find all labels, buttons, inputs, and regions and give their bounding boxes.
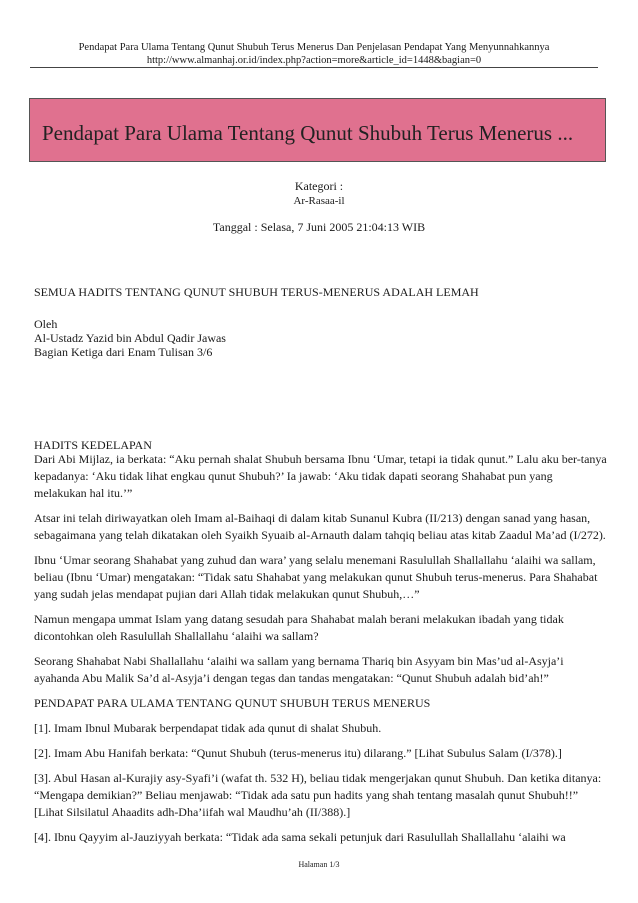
intro-by: Oleh	[34, 317, 58, 331]
intro-part: Bagian Ketiga dari Enam Tulisan 3/6	[34, 345, 213, 359]
body-paragraph: Ibnu ‘Umar seorang Shahabat yang zuhud dan wara’ yang selalu menemani Rasulullah Shallallahu ‘alaihi wa sallam, beliau (Ibnu ‘Umar) mengatakan: “Tidak satu Shahabat yang melakukan qunut Shubuh terus-menerus. Para Shahabat yang sudah jelas mendapat pujian dari Allah tidak melakukan qunut Shubuh,…”	[34, 553, 598, 601]
article-date: Tanggal : Selasa, 7 Juni 2005 21:04:13 WIB	[212, 220, 426, 234]
article-body	[34, 451, 607, 854]
body-subheading: PENDAPAT PARA ULAMA TENTANG QUNUT SHUBUH TERUS MENERUS	[34, 696, 431, 710]
category-label: Kategori :	[294, 179, 344, 193]
intro-author: Al-Ustadz Yazid bin Abdul Qadir Jawas	[34, 331, 226, 345]
page-header	[30, 41, 598, 67]
section-heading: HADITS KEDELAPAN	[34, 438, 152, 452]
body-paragraph: [1]. Imam Ibnul Mubarak berpendapat tidak ada qunut di shalat Shubuh.	[34, 721, 382, 735]
header-url[interactable]: http://www.almanhaj.or.id/index.php?action=more&article_id=1448&bagian=0	[146, 55, 482, 66]
article-title: Pendapat Para Ulama Tentang Qunut Shubuh Terus Menerus ...	[42, 121, 574, 145]
body-paragraph: Atsar ini telah diriwayatkan oleh Imam al-Baihaqi di dalam kitab Sunanul Kubra (II/213) dengan sanad yang hasan, sebagaimana yang telah dikatakan oleh Syaikh Syuaib al-Arnauth dalam tahqiq beliau atas kitab Zaadul Ma’ad (I/272).	[34, 511, 606, 542]
header-title: Pendapat Para Ulama Tentang Qunut Shubuh Terus Menerus Dan Penjelasan Pendapat Yang Menyunnahkannya	[78, 42, 550, 53]
body-paragraph: Dari Abi Mijlaz, ia berkata: “Aku pernah shalat Shubuh bersama Ibnu ‘Umar, tetapi ia tidak qunut.” Lalu aku ber-tanya kepadanya: ‘Aku tidak lihat engkau qunut Shubuh?’ Ia jawab: ‘Aku tidak dapati seorang Shahabat pun yang melakukan hal itu.’”	[34, 452, 607, 500]
body-paragraph: Seorang Shahabat Nabi Shallallahu ‘alaihi wa sallam yang bernama Thariq bin Asyyam bin Mas’ud al-Asyja’i ayahanda Abu Malik Sa’d al-Asyja’i dengan tegas dan tandas mengatakan: “Qunut Shubuh adalah bid’ah!”	[34, 654, 564, 685]
body-paragraph: [3]. Abul Hasan al-Kurajiy asy-Syafi’i (wafat th. 532 H), beliau tidak mengerjakan qunut Shubuh. Dan ketika ditanya: “Mengapa demikian?” Beliau menjawab: “Tidak ada satu pun hadits yang shah tentang masalah qunut Shubuh!!” [Lihat Silsilatul Ahaadits adh-Dha’iifah wal Maudhu’ah (II/388).]	[34, 771, 602, 819]
header-divider	[30, 67, 598, 68]
article-title-box	[29, 98, 606, 162]
page-footer: Halaman 1/3	[298, 860, 340, 869]
body-paragraph: [4]. Ibnu Qayyim al-Jauziyyah berkata: “Tidak ada sama sekali petunjuk dari Rasulullah Shallallahu ‘alaihi wa	[34, 830, 566, 844]
intro-block	[34, 317, 607, 359]
category-value: Ar-Rasaa-il	[293, 195, 345, 207]
body-paragraph: [2]. Imam Abu Hanifah berkata: “Qunut Shubuh (terus-menerus itu) dilarang.” [Lihat Subulus Salam (I/378).]	[34, 746, 562, 760]
body-paragraph: Namun mengapa ummat Islam yang datang sesudah para Shahabat malah berani melakukan ibadah yang tidak dicontohkan oleh Rasulullah Shallallahu ‘alaihi wa sallam?	[34, 612, 564, 643]
intro-heading: SEMUA HADITS TENTANG QUNUT SHUBUH TERUS-MENERUS ADALAH LEMAH	[34, 285, 479, 299]
